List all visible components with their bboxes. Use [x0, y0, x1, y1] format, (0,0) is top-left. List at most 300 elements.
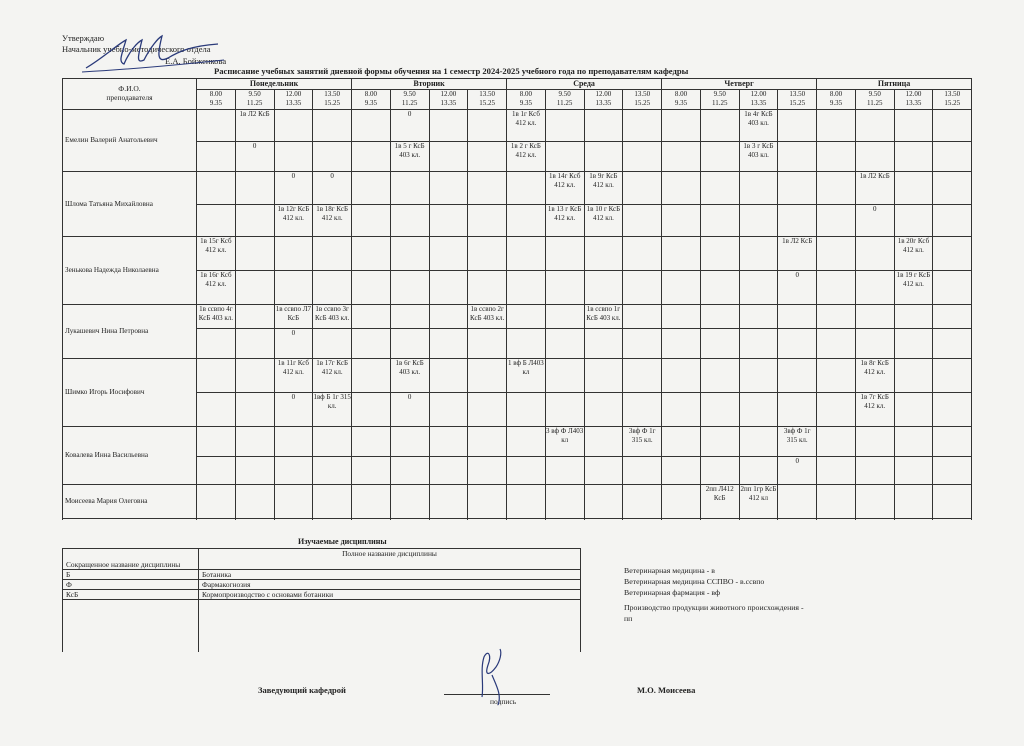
schedule-cell: [390, 329, 429, 359]
schedule-cell: [274, 427, 313, 457]
schedule-cell: [623, 142, 662, 172]
schedule-cell: [235, 457, 274, 485]
schedule-cell: [700, 457, 739, 485]
time-slot-header: 9.50 11.25: [235, 90, 274, 110]
schedule-cell: [894, 457, 933, 485]
schedule-cell: [894, 142, 933, 172]
time-slot-header: 12.00 13.35: [584, 90, 623, 110]
schedule-cell: [390, 305, 429, 329]
schedule-cell: 1в ссвпо 2г КсБ 403 кл.: [468, 305, 507, 329]
schedule-cell: 1в 15г Ксб 412 кл.: [197, 237, 236, 271]
schedule-cell: [197, 142, 236, 172]
schedule-cell: [507, 485, 546, 519]
schedule-cell: [545, 393, 584, 427]
schedule-cell: [778, 172, 817, 205]
schedule-cell: 1в 16г Ксб 412 кл.: [197, 271, 236, 305]
schedule-cell: 1в 2 г КсБ 412 кл.: [507, 142, 546, 172]
schedule-cell: [623, 271, 662, 305]
schedule-cell: [429, 305, 468, 329]
schedule-cell: [933, 329, 972, 359]
day-header: Среда: [507, 79, 662, 90]
schedule-cell: [313, 427, 352, 457]
schedule-cell: 1в ссвпо 1г КсБ 403 кл.: [584, 305, 623, 329]
schedule-cell: 1в Л2 КсБ: [855, 172, 894, 205]
schedule-cell: [894, 205, 933, 237]
teacher-name: Емелин Валерий Анатольевич: [63, 110, 197, 172]
schedule-cell: [507, 457, 546, 485]
schedule-cell: [429, 205, 468, 237]
schedule-cell: [390, 271, 429, 305]
schedule-cell: [235, 393, 274, 427]
schedule-title: Расписание учебных занятий дневной формы обучения на 1 семестр 2024-2025 учебного года по преподавателям кафедры: [214, 66, 689, 76]
schedule-cell: [933, 142, 972, 172]
schedule-cell: [429, 329, 468, 359]
schedule-cell: [545, 359, 584, 393]
schedule-cell: [352, 271, 391, 305]
legend-item: Ветеринарная фармация - вф: [624, 588, 720, 597]
schedule-cell: [197, 329, 236, 359]
schedule-cell: 1в 12г КсБ 412 кл.: [274, 205, 313, 237]
schedule-cell: [662, 110, 701, 142]
time-slot-header: 9.50 11.25: [545, 90, 584, 110]
schedule-cell: [662, 359, 701, 393]
schedule-cell: [778, 485, 817, 519]
head-name: М.О. Моисеева: [637, 685, 696, 695]
schedule-cell: 1в ссвпо Л7 КсБ: [274, 305, 313, 329]
schedule-cell: [894, 329, 933, 359]
legend-item: Ветеринарная медицина ССПВО - в.ссвпо: [624, 577, 765, 586]
schedule-cell: [623, 457, 662, 485]
schedule-cell: [739, 237, 778, 271]
disc-short: Ф: [63, 580, 199, 590]
schedule-cell: 1в ссвпо 3г КсБ 403 кл.: [313, 305, 352, 329]
schedule-cell: [855, 142, 894, 172]
schedule-cell: [817, 205, 856, 237]
schedule-cell: [933, 305, 972, 329]
schedule-cell: [429, 271, 468, 305]
time-slot-header: 12.00 13.35: [274, 90, 313, 110]
schedule-cell: 1в 14г Ксб 412 кл.: [545, 172, 584, 205]
schedule-cell: [817, 427, 856, 457]
schedule-cell: [197, 110, 236, 142]
schedule-cell: [623, 305, 662, 329]
disc-short: КсБ: [63, 590, 199, 600]
schedule-cell: [197, 172, 236, 205]
schedule-cell: [235, 485, 274, 519]
schedule-cell: [662, 457, 701, 485]
schedule-cell: [197, 485, 236, 519]
schedule-cell: [662, 172, 701, 205]
schedule-cell: 0: [390, 393, 429, 427]
schedule-cell: [855, 110, 894, 142]
schedule-cell: [700, 271, 739, 305]
time-slot-header: 13.50 15.25: [313, 90, 352, 110]
time-slot-header: 8.00 9.35: [817, 90, 856, 110]
time-slot-header: 9.50 11.25: [390, 90, 429, 110]
disciplines-table: [62, 548, 581, 652]
schedule-cell: [700, 427, 739, 457]
schedule-cell: [390, 237, 429, 271]
schedule-cell: [584, 485, 623, 519]
disc-short: Б: [63, 570, 199, 580]
schedule-cell: [933, 393, 972, 427]
schedule-cell: [817, 237, 856, 271]
schedule-cell: 0: [274, 172, 313, 205]
schedule-cell: [584, 142, 623, 172]
schedule-cell: [584, 329, 623, 359]
legend-item: пп: [624, 614, 633, 623]
schedule-cell: [352, 205, 391, 237]
schedule-cell: [623, 237, 662, 271]
schedule-cell: [700, 142, 739, 172]
schedule-cell: 1в 17г КсБ 412 кл.: [313, 359, 352, 393]
schedule-cell: [584, 359, 623, 393]
schedule-cell: [623, 110, 662, 142]
schedule-cell: [894, 393, 933, 427]
schedule-cell: [468, 172, 507, 205]
schedule-cell: 1в 19 г КсБ 412 кл.: [894, 271, 933, 305]
schedule-cell: [817, 485, 856, 519]
schedule-cell: [274, 271, 313, 305]
teacher-name: Шимко Игорь Иосифович: [63, 359, 197, 427]
schedule-cell: [933, 110, 972, 142]
schedule-cell: [468, 393, 507, 427]
schedule-cell: [894, 485, 933, 519]
schedule-cell: [933, 359, 972, 393]
fio-header: Ф.И.О. преподавателя: [63, 79, 197, 110]
schedule-cell: [274, 457, 313, 485]
schedule-cell: [197, 205, 236, 237]
schedule-cell: [468, 329, 507, 359]
schedule-cell: [933, 457, 972, 485]
head-signature: [462, 645, 522, 707]
schedule-cell: [778, 393, 817, 427]
schedule-cell: [390, 457, 429, 485]
schedule-cell: [855, 329, 894, 359]
schedule-cell: 3вф Ф 1г 315 кл.: [778, 427, 817, 457]
schedule-cell: 1в 7г КсБ 412 кл.: [855, 393, 894, 427]
schedule-cell: [739, 329, 778, 359]
schedule-cell: 1в 1г Ксб 412 кл.: [507, 110, 546, 142]
schedule-cell: [545, 110, 584, 142]
schedule-cell: [739, 359, 778, 393]
teacher-name: Шлома Татьяна Михайловна: [63, 172, 197, 237]
schedule-cell: [390, 172, 429, 205]
schedule-cell: 0: [778, 457, 817, 485]
schedule-cell: [894, 359, 933, 393]
schedule-cell: [352, 393, 391, 427]
schedule-cell: [390, 205, 429, 237]
schedule-cell: [739, 305, 778, 329]
schedule-cell: [390, 485, 429, 519]
schedule-cell: [662, 271, 701, 305]
schedule-cell: [507, 427, 546, 457]
schedule-cell: [507, 393, 546, 427]
schedule-cell: [739, 393, 778, 427]
teacher-name: Зенькова Надежда Николаевна: [63, 237, 197, 305]
schedule-cell: [468, 359, 507, 393]
schedule-cell: [352, 359, 391, 393]
schedule-cell: [197, 427, 236, 457]
schedule-cell: [235, 427, 274, 457]
schedule-cell: [817, 359, 856, 393]
schedule-cell: [662, 142, 701, 172]
schedule-cell: [197, 457, 236, 485]
schedule-cell: [545, 457, 584, 485]
schedule-cell: [584, 457, 623, 485]
schedule-cell: [933, 485, 972, 519]
schedule-cell: [468, 457, 507, 485]
schedule-cell: [507, 205, 546, 237]
schedule-cell: 1вф Б 1г 315 кл.: [313, 393, 352, 427]
schedule-cell: 2пп 1гр КсБ 412 кл: [739, 485, 778, 519]
schedule-cell: [855, 271, 894, 305]
schedule-cell: [429, 110, 468, 142]
schedule-cell: 1в 8г КсБ 412 кл.: [855, 359, 894, 393]
time-slot-header: 13.50 15.25: [778, 90, 817, 110]
head-label: Заведующий кафедрой: [258, 685, 346, 695]
schedule-cell: [352, 427, 391, 457]
schedule-cell: [778, 359, 817, 393]
schedule-cell: [429, 485, 468, 519]
schedule-cell: [468, 271, 507, 305]
schedule-cell: [739, 271, 778, 305]
day-header: Четверг: [662, 79, 817, 90]
schedule-cell: [933, 205, 972, 237]
schedule-cell: [545, 329, 584, 359]
schedule-cell: [817, 329, 856, 359]
schedule-cell: [313, 329, 352, 359]
schedule-cell: [429, 393, 468, 427]
schedule-cell: [235, 359, 274, 393]
schedule-cell: [623, 205, 662, 237]
schedule-cell: [468, 110, 507, 142]
schedule-cell: 0: [855, 205, 894, 237]
schedule-cell: [429, 172, 468, 205]
schedule-cell: [390, 427, 429, 457]
teacher-name: Ковалева Инна Васильевна: [63, 427, 197, 485]
schedule-cell: [855, 305, 894, 329]
schedule-cell: [545, 485, 584, 519]
schedule-cell: [235, 205, 274, 237]
legend-item: Производство продукции животного происхождения -: [624, 603, 804, 612]
schedule-cell: [662, 305, 701, 329]
schedule-cell: [352, 457, 391, 485]
schedule-cell: [313, 271, 352, 305]
schedule-cell: [584, 237, 623, 271]
schedule-cell: [623, 393, 662, 427]
schedule-cell: 1в Л2 КсБ: [235, 110, 274, 142]
schedule-cell: 1в 4г КсБ 403 кл.: [739, 110, 778, 142]
schedule-cell: [700, 110, 739, 142]
schedule-cell: [662, 427, 701, 457]
schedule-cell: [429, 237, 468, 271]
schedule-cell: [662, 205, 701, 237]
schedule-cell: [352, 237, 391, 271]
schedule-cell: [662, 393, 701, 427]
schedule-cell: [933, 271, 972, 305]
time-slot-header: 8.00 9.35: [197, 90, 236, 110]
schedule-cell: [933, 237, 972, 271]
schedule-cell: [700, 205, 739, 237]
schedule-cell: [235, 172, 274, 205]
disc-col-full: Полное название дисциплины: [199, 549, 581, 570]
schedule-cell: 1в 5 г КсБ 403 кл.: [390, 142, 429, 172]
schedule-cell: [507, 329, 546, 359]
schedule-cell: [584, 427, 623, 457]
schedule-cell: [352, 142, 391, 172]
schedule-cell: [507, 271, 546, 305]
schedule-cell: [507, 305, 546, 329]
schedule-cell: [197, 393, 236, 427]
approval-line-2: Начальник учебно-методического отдела: [62, 44, 211, 54]
schedule-cell: [778, 110, 817, 142]
teacher-name: Лукашевич Нина Петровна: [63, 305, 197, 359]
schedule-cell: [274, 237, 313, 271]
schedule-cell: [894, 427, 933, 457]
schedule-cell: [894, 110, 933, 142]
signature-caption: подпись: [490, 697, 517, 706]
time-slot-header: 9.50 11.25: [700, 90, 739, 110]
disc-col-short: Сокращенное название дисциплины: [63, 549, 199, 570]
schedule-cell: 0: [274, 393, 313, 427]
schedule-cell: [235, 237, 274, 271]
time-slot-header: 13.50 15.25: [623, 90, 662, 110]
schedule-cell: [545, 305, 584, 329]
schedule-cell: [662, 329, 701, 359]
schedule-cell: 3 вф Ф Л403 кл: [545, 427, 584, 457]
disc-full: Кормопроизводство с основами ботаники: [199, 590, 581, 600]
schedule-cell: [352, 172, 391, 205]
schedule-cell: [700, 393, 739, 427]
schedule-cell: [933, 172, 972, 205]
schedule-cell: 0: [274, 329, 313, 359]
schedule-cell: [429, 427, 468, 457]
schedule-cell: [235, 305, 274, 329]
legend: [624, 565, 804, 624]
schedule-cell: 1в 11г Ксб 412 кл.: [274, 359, 313, 393]
schedule-cell: [700, 237, 739, 271]
schedule-cell: [545, 142, 584, 172]
schedule-cell: [817, 142, 856, 172]
time-slot-header: 12.00 13.35: [894, 90, 933, 110]
schedule-cell: [235, 271, 274, 305]
schedule-cell: [584, 393, 623, 427]
approval-line-1: Утверждаю: [62, 33, 105, 43]
schedule-cell: [855, 427, 894, 457]
schedule-cell: [662, 485, 701, 519]
schedule-cell: [545, 271, 584, 305]
day-header: Понедельник: [197, 79, 352, 90]
schedule-cell: [933, 427, 972, 457]
schedule-cell: [778, 142, 817, 172]
schedule-cell: [352, 329, 391, 359]
schedule-cell: [700, 305, 739, 329]
schedule-cell: [894, 305, 933, 329]
schedule-cell: 1в 13 г КсБ 412 кл.: [545, 205, 584, 237]
schedule-cell: 2пп Л412 КсБ: [700, 485, 739, 519]
schedule-cell: [817, 110, 856, 142]
schedule-cell: 1в 9г КсБ 412 кл.: [584, 172, 623, 205]
schedule-cell: [855, 485, 894, 519]
schedule-cell: [274, 110, 313, 142]
schedule-cell: [817, 305, 856, 329]
schedule-cell: [313, 142, 352, 172]
schedule-cell: [545, 237, 584, 271]
day-header: Вторник: [352, 79, 507, 90]
schedule-cell: [817, 271, 856, 305]
schedule-cell: 1в Л2 КсБ: [778, 237, 817, 271]
schedule-cell: [700, 172, 739, 205]
schedule-cell: [429, 457, 468, 485]
schedule-table: [62, 78, 972, 519]
schedule-cell: [700, 329, 739, 359]
disc-full: Ботаника: [199, 570, 581, 580]
disciplines-caption: Изучаемые дисциплины: [298, 537, 387, 546]
schedule-cell: 0: [390, 110, 429, 142]
schedule-cell: [313, 457, 352, 485]
schedule-cell: [778, 305, 817, 329]
schedule-cell: [313, 237, 352, 271]
schedule-cell: [623, 485, 662, 519]
time-slot-header: 13.50 15.25: [933, 90, 972, 110]
schedule-cell: [235, 329, 274, 359]
disc-full: Фармакогнозия: [199, 580, 581, 590]
time-slot-header: 12.00 13.35: [429, 90, 468, 110]
schedule-cell: 0: [778, 271, 817, 305]
schedule-cell: [817, 172, 856, 205]
schedule-cell: 1в 3 г КсБ 403 кл.: [739, 142, 778, 172]
schedule-cell: 1в 10 г КсБ 412 кл.: [584, 205, 623, 237]
schedule-cell: [778, 329, 817, 359]
schedule-cell: [468, 427, 507, 457]
schedule-cell: [429, 359, 468, 393]
schedule-cell: 1в 18г КсБ 412 кл.: [313, 205, 352, 237]
schedule-cell: [739, 427, 778, 457]
schedule-cell: [468, 485, 507, 519]
schedule-cell: [623, 359, 662, 393]
schedule-cell: [855, 457, 894, 485]
schedule-cell: [778, 205, 817, 237]
legend-item: Ветеринарная медицина - в: [624, 566, 715, 575]
schedule-cell: [468, 142, 507, 172]
schedule-cell: [352, 110, 391, 142]
schedule-cell: [700, 359, 739, 393]
time-slot-header: 8.00 9.35: [352, 90, 391, 110]
schedule-cell: 1в 20г Ксб 412 кл.: [894, 237, 933, 271]
approval-line-3: Е.А. Бойженкова: [165, 56, 227, 66]
time-slot-header: 8.00 9.35: [662, 90, 701, 110]
schedule-cell: [274, 142, 313, 172]
approval-signature: [78, 30, 228, 78]
schedule-cell: [739, 205, 778, 237]
schedule-cell: [429, 142, 468, 172]
time-slot-header: 8.00 9.35: [507, 90, 546, 110]
schedule-cell: [313, 485, 352, 519]
schedule-cell: [623, 329, 662, 359]
schedule-cell: [584, 271, 623, 305]
schedule-cell: [468, 237, 507, 271]
schedule-cell: [855, 237, 894, 271]
schedule-cell: [313, 110, 352, 142]
schedule-cell: [739, 457, 778, 485]
schedule-cell: [662, 237, 701, 271]
time-slot-header: 13.50 15.25: [468, 90, 507, 110]
schedule-cell: [817, 393, 856, 427]
schedule-cell: [274, 485, 313, 519]
schedule-cell: 0: [313, 172, 352, 205]
time-slot-header: 9.50 11.25: [855, 90, 894, 110]
